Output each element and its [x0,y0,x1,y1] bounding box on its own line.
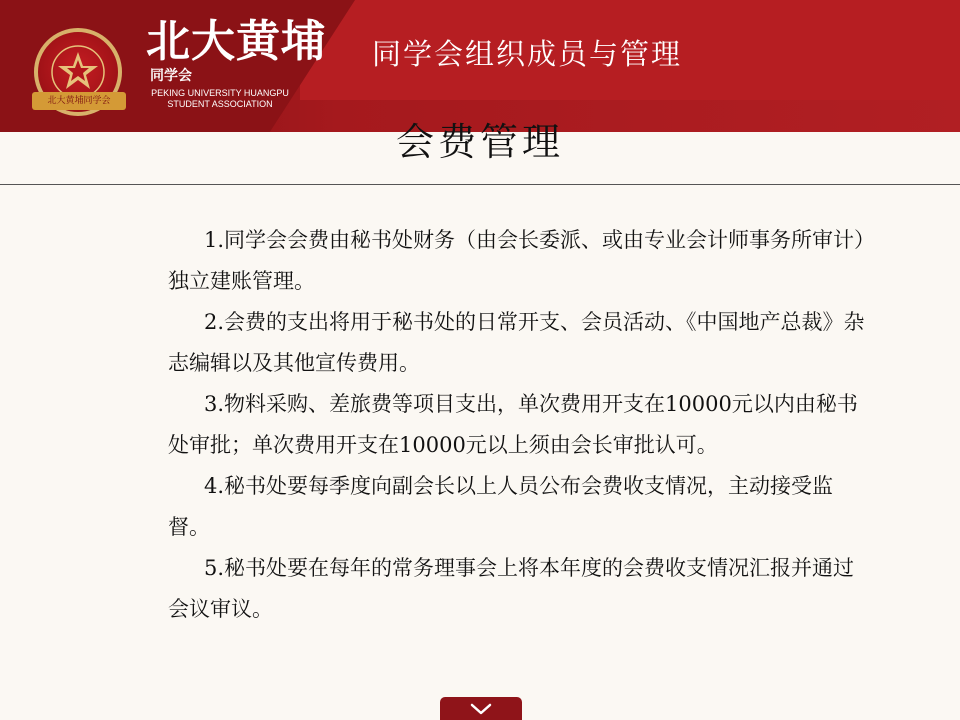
chevron-down-icon [469,702,493,716]
brand-sub: 同学会 [150,68,192,84]
list-item: 1.同学会会费由秘书处财务（由会长委派、或由专业会计师事务所审计）独立建账管理。 [168,228,865,293]
badge-ribbon-text: 北大黄埔同学会 [32,92,126,110]
title-divider [0,184,960,185]
brand-name: 北大黄埔 [146,16,326,67]
brand-english: PEKING UNIVERSITY HUANGPU STUDENT ASSOCIATION [151,88,289,109]
list-item: 3.物料采购、差旅费等项目支出，单次费用开支在10000元以内由秘书处审批；单次费用开支在10000元以上须由会长审批认可。 [168,392,858,457]
list-item: 4.秘书处要每季度向副会长以上人员公布会费收支情况，主动接受监督。 [168,474,834,539]
content-body [168,220,868,630]
page-title: 会费管理 [395,120,564,164]
header-title: 同学会组织成员与管理 [372,37,683,71]
list-item: 2.会费的支出将用于秘书处的日常开支、会员活动、《中国地产总裁》杂志编辑以及其他宣传费用。 [168,310,865,375]
list-item: 5.秘书处要在每年的常务理事会上将本年度的会费收支情况汇报并通过会议审议。 [168,556,855,621]
next-slide-button[interactable] [440,697,522,720]
